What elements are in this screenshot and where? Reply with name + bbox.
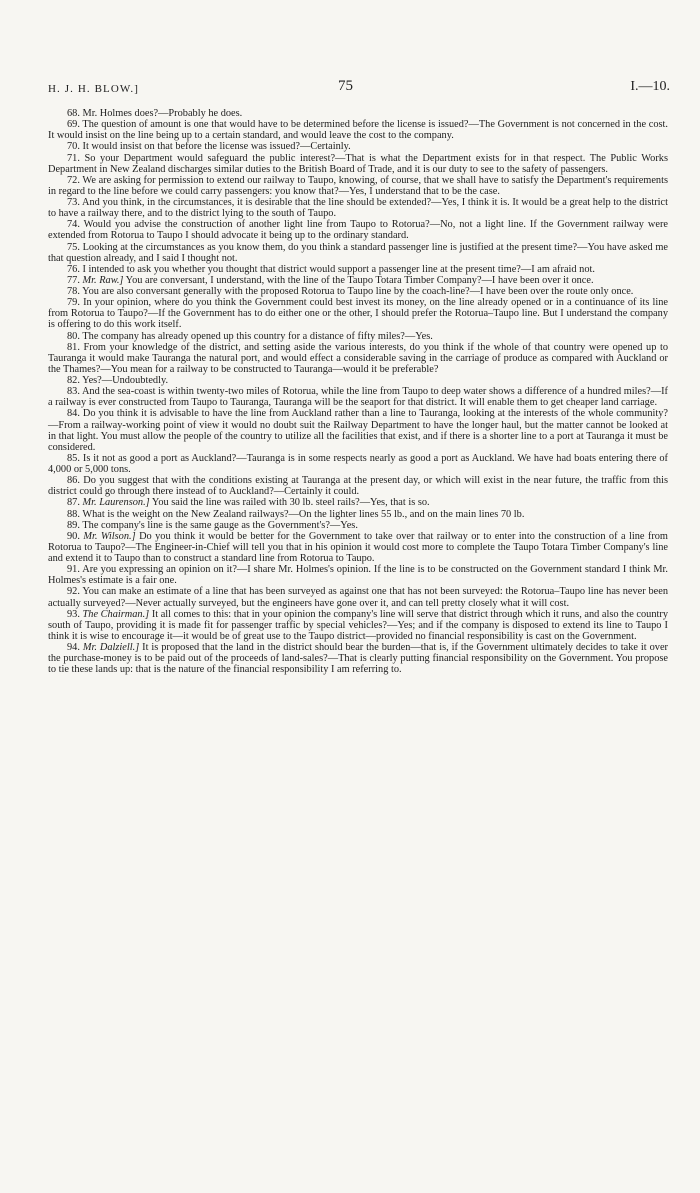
- paragraph-text: 89. The company's line is the same gauge as the Government's?—Yes.: [67, 519, 358, 531]
- paragraph-text: 88. What is the weight on the New Zealand railways?—On the lighter lines 55 lb., and on the main lines 70 lb.: [67, 508, 525, 520]
- paragraph-text: 83. And the sea-coast is within twenty-two miles of Rotorua, while the line from Taupo to deep water shows a difference of a hundred miles?—If a railway is ever constructed from Taupo to Tauranga, Tauranga will be the seaport for that district. It will enable them to get cheaper land carriage.: [48, 386, 668, 409]
- question-paragraph: [48, 175, 668, 197]
- question-paragraph: [48, 297, 668, 330]
- paragraph-text: 70. It would insist on that before the license was issued?—Certainly.: [67, 141, 351, 153]
- question-paragraph: [48, 453, 668, 475]
- question-paragraph: [48, 531, 668, 564]
- page-header: [48, 78, 670, 100]
- paragraph-text: 86. Do you suggest that with the conditions existing at Tauranga at the present day, or which will exist in the near future, the traffic from this district could go through there instead of to Auckland?—Certainly it could.: [48, 475, 668, 498]
- paper-reference: I.—10.: [630, 79, 670, 94]
- question-paragraph: [48, 141, 668, 152]
- speaker-name: Mr. Dalziell.]: [82, 642, 140, 653]
- question-number: 87.: [67, 497, 80, 509]
- paragraph-text: It is proposed that the land in the district should bear the burden—that is, if the Government ultimately decides to take it over the purchase-money is to be paid out of the proceeds of land-sales?—That is clearly putting financial responsibility on the Government. You propose to tie these lands up: that is the nature of the financial responsibility I am referring to.: [48, 642, 668, 676]
- question-paragraph: [48, 242, 668, 264]
- paragraph-text: 85. Is it not as good a port as Auckland?—Tauranga is in some respects nearly as good a port as Auckland. We have had boats entering there of 4,000 or 5,000 tons.: [48, 452, 668, 475]
- paragraph-text: 75. Looking at the circumstances as you know them, do you think a standard passenger line is justified at the present time?—You have asked me that question already, and I said I thought not.: [48, 241, 668, 264]
- question-paragraph: [48, 197, 668, 219]
- witness-name: H. J. H. BLOW.]: [48, 83, 139, 95]
- question-paragraph: [48, 475, 668, 497]
- question-number: 90.: [67, 530, 80, 542]
- paragraph-text: 74. Would you advise the construction of another light line from Taupo to Rotorua?—No, not a light line. If the Government railway were extended from Rotorua to Taupo I should advocate it being up to the ordinary standard.: [48, 219, 668, 242]
- paragraph-text: 81. From your knowledge of the district, and setting aside the various interests, do you think if the whole of that country were opened up to Tauranga it would make Tauranga the natural port, and would effect a considerable saving in the carriage of produce as compared with Auckland or the Thames?—You mean for a railway to be constructed to Tauranga—would it be preferable?: [48, 341, 668, 375]
- speaker-name: Mr. Raw.]: [82, 274, 124, 286]
- question-paragraph: [48, 375, 668, 386]
- paragraph-text: Do you think it would be better for the Government to take over that railway or to enter into the construction of a line from Rotorua to Taupo?—The Engineer-in-Chief will tell you that in his opinion it would cost more to complete the Taupo Totara Timber Company's line and extend it to Taupo than to construct a standard line from Rotorua to Taupo.: [48, 530, 668, 564]
- question-paragraph: [48, 264, 668, 275]
- question-paragraph: [48, 386, 668, 408]
- question-paragraph: [48, 497, 668, 508]
- question-number: 77.: [67, 274, 80, 286]
- paragraph-text: 91. Are you expressing an opinion on it?—I share Mr. Holmes's opinion. If the line is to be constructed on the Government standard I think Mr. Holmes's estimate is a fair one.: [48, 564, 668, 587]
- page-number: 75: [338, 78, 353, 94]
- speaker-name: Mr. Laurenson.]: [82, 497, 150, 509]
- question-paragraph: [48, 586, 668, 608]
- question-paragraph: [48, 219, 668, 241]
- paragraph-text: 82. Yes?—Undoubtedly.: [67, 375, 169, 386]
- paragraph-text: 76. I intended to ask you whether you thought that district would support a passenger line at the present time?—I am afraid not.: [67, 263, 595, 275]
- paragraph-text: You said the line was railed with 30 lb. steel rails?—Yes, that is so.: [151, 497, 430, 509]
- page-body: [48, 108, 668, 675]
- question-paragraph: [48, 108, 668, 119]
- paragraph-text: 92. You can make an estimate of a line that has been surveyed as against one that has not been surveyed: the Rotorua–Taupo line has never been actually surveyed?—Never actually surveyed, but the engineers have gone over it, and can tell pretty closely what it will cost.: [48, 586, 668, 609]
- question-paragraph: [48, 342, 668, 375]
- paragraph-text: 68. Mr. Holmes does?—Probably he does.: [67, 108, 243, 119]
- question-paragraph: [48, 609, 668, 642]
- question-paragraph: [48, 119, 668, 141]
- question-paragraph: [48, 331, 668, 342]
- paragraph-text: 69. The question of amount is one that would have to be determined before the license is issued?—The Government is not concerned in the cost. It would insist on the line being up to a certain standard, and would leave the cost to the company.: [48, 119, 668, 142]
- paragraph-text: 80. The company has already opened up this country for a distance of fifty miles?—Yes.: [67, 330, 433, 342]
- speaker-name: Mr. Wilson.]: [83, 530, 136, 542]
- paragraph-text: It all comes to this: that in your opinion the company's line will serve that district through which it runs, and also the country south of Taupo, providing it is made fit for passenger traffic by special vehicles?—Yes; and if the company is disposed to extend its line to Taupo I think it is wise to encourage it—it would be of great use to the Taupo district—provided no financial responsibility is cast on the Government.: [48, 608, 668, 642]
- question-paragraph: [48, 520, 668, 531]
- question-number: 94.: [67, 642, 80, 653]
- question-paragraph: [48, 286, 668, 297]
- question-paragraph: [48, 642, 668, 675]
- question-paragraph: [48, 275, 668, 286]
- paragraph-text: 84. Do you think it is advisable to have the line from Auckland rather than a line to Tauranga, looking at the interests of the whole community?—From a railway-working point of view it would no doubt suit the Railway Department to have the longer haul, but the matter cannot be looked at in that light. You must allow the people of the country to utilize all the facilities that exist, and if there is a shorter line to a port at Tauranga it must be considered.: [48, 408, 668, 453]
- paragraph-text: 78. You are also conversant generally with the proposed Rotorua to Taupo line by the coach-line?—I have been over the route only once.: [67, 286, 634, 297]
- paragraph-text: You are conversant, I understand, with the line of the Taupo Totara Timber Company?—I have been over it once.: [125, 274, 594, 286]
- question-number: 93.: [67, 608, 80, 620]
- paragraph-text: 72. We are asking for permission to extend our railway to Taupo, knowing, of course, that we shall have to satisfy the Department's requirements in regard to the line before we could carry passengers: you know that?—Yes, I understand that to be the case.: [48, 174, 668, 197]
- question-paragraph: [48, 408, 668, 453]
- paragraph-text: 79. In your opinion, where do you think the Government could best invest its money, on the line already opened or in a continuance of its line from Rotorua to Taupo?—If the Government has to do either one or the other, I should prefer the Rotorua–Taupo line. But I understand the company is offering to do this work itself.: [48, 297, 668, 331]
- paragraph-text: 73. And you think, in the circumstances, it is desirable that the line should be extended?—Yes, I think it is. It would be a great help to the district to have a railway there, and to the district lying to the south of Taupo.: [48, 197, 668, 220]
- question-paragraph: [48, 153, 668, 175]
- paragraph-text: 71. So your Department would safeguard the public interest?—That is what the Department exists for in that respect. The Public Works Department in New Zealand discharges similar duties to the British Board of Trade, and it is our duty to see to the safety of passengers.: [48, 152, 668, 175]
- question-paragraph: [48, 509, 668, 520]
- speaker-name: The Chairman.]: [82, 608, 150, 620]
- question-paragraph: [48, 564, 668, 586]
